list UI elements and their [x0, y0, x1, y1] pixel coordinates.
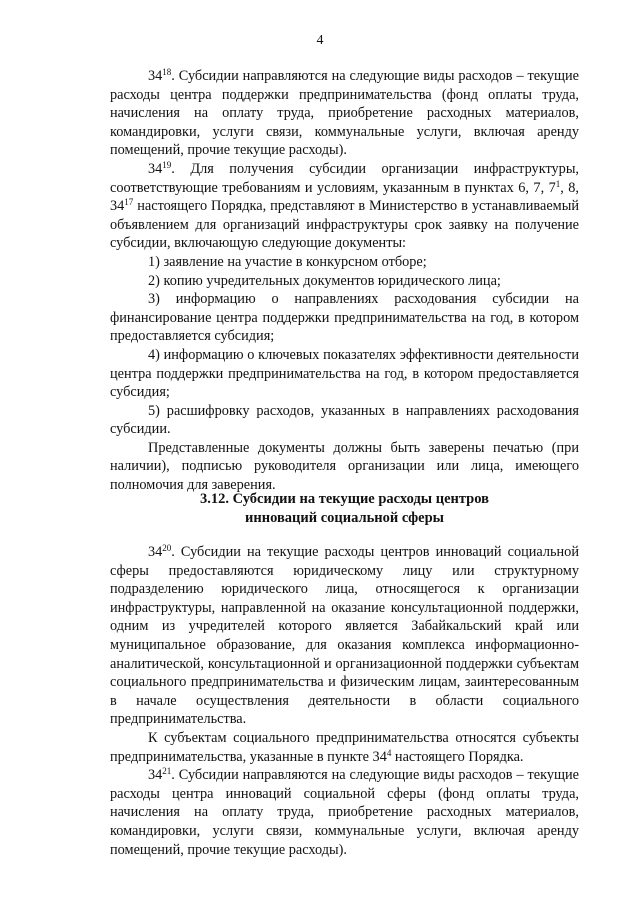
paragraph-34-21	[110, 766, 579, 859]
list-item: 3) информацию о направлениях расходования субсидии на финансирование центра поддержки предпринимательства на год, в котором предоставляется субсидия;	[110, 291, 579, 345]
paragraph-text: настоящего Порядка, представляют в Министерство в устанавливаемый объявлением для организаций инфраструктуры срок заявку на получение субсидии, включающую следующие документы:	[110, 198, 579, 252]
paragraph-text: . Субсидии направляются на следующие виды расходов – текущие расходы центра поддержки предпринимательства (фонд оплаты труда, начисления на оплату труда, приобретение расходных материалов, командировки, услуги связи, коммунальные услуги, включая аренду помещений, прочие текущие расходы).	[110, 68, 579, 159]
reference-superscript: 4	[386, 747, 392, 758]
list-item: 1) заявление на участие в конкурсном отборе;	[148, 253, 427, 270]
paragraph-34-20	[110, 543, 579, 729]
paragraph-text: . Субсидии на текущие расходы центров инноваций социальной сферы предоставляются юридическому лицу или структурному подразделению юридического лица, относящегося к организации инфраструктуры, направленной на оказание консультационной поддержки, одним из учредителей которого является Забайкальский край или муниципальное образование, для оказания комплекса информационно-аналитической, консультационной и организационной поддержки субъектам социального предпринимательства и физическим лицам, заинтересованным в начале осуществления деятельности в области социального предпринимательства.	[110, 544, 579, 728]
reference-superscript: 17	[124, 197, 134, 208]
section-lower	[110, 543, 579, 859]
section-heading	[110, 490, 579, 528]
paragraph-text: К субъектам социального предпринимательства относятся субъекты предпринимательства, указанные в пункте 34	[110, 729, 579, 765]
paragraph-text: . Для получения субсидии организации инфраструктуры, соответствующие требованиям и условиям, указанным в пунктах 6, 7, 7	[110, 160, 579, 196]
clause-superscript: 19	[162, 159, 172, 170]
clause-number: 34	[148, 68, 163, 84]
paragraph-text: настоящего Порядка.	[391, 748, 524, 765]
paragraph-34-18	[110, 67, 579, 160]
clause-superscript: 18	[162, 67, 172, 77]
page-number: 4	[316, 33, 324, 48]
clause-number: 34	[148, 544, 163, 560]
heading-line: 3.12. Субсидии на текущие расходы центров	[200, 491, 489, 507]
paragraph-social-entrepreneurs	[110, 729, 579, 766]
clause-superscript: 21	[162, 766, 172, 777]
paragraph-documents-certification: Представленные документы должны быть заверены печатью (при наличии), подписью руководителя организации или лица, имеющего полномочия для заверения.	[110, 439, 579, 494]
paragraph-text: . Субсидии направляются на следующие виды расходов – текущие расходы центра инноваций социальной сферы (фонд оплаты труда, начисления на оплату труда, приобретение расходных материалов, командировки, услуги связи, коммунальные услуги, включая аренду помещений, прочие текущие расходы).	[110, 767, 579, 858]
section-upper	[110, 67, 579, 495]
clause-number: 34	[148, 160, 163, 177]
paragraph-34-19	[110, 160, 579, 253]
list-item: 5) расшифровку расходов, указанных в направлениях расходования субсидии.	[110, 402, 579, 438]
list-item: 4) информацию о ключевых показателях эффективности деятельности центра поддержки предпринимательства на год, в котором предоставляется субсидия;	[110, 346, 579, 401]
paragraph-text: , 8, 34	[110, 179, 579, 215]
list-item: 2) копию учредительных документов юридического лица;	[148, 272, 501, 289]
reference-superscript: 1	[555, 178, 561, 189]
clause-superscript: 20	[162, 543, 172, 553]
clause-number: 34	[148, 767, 163, 784]
heading-line: инноваций социальной сферы	[245, 510, 444, 526]
